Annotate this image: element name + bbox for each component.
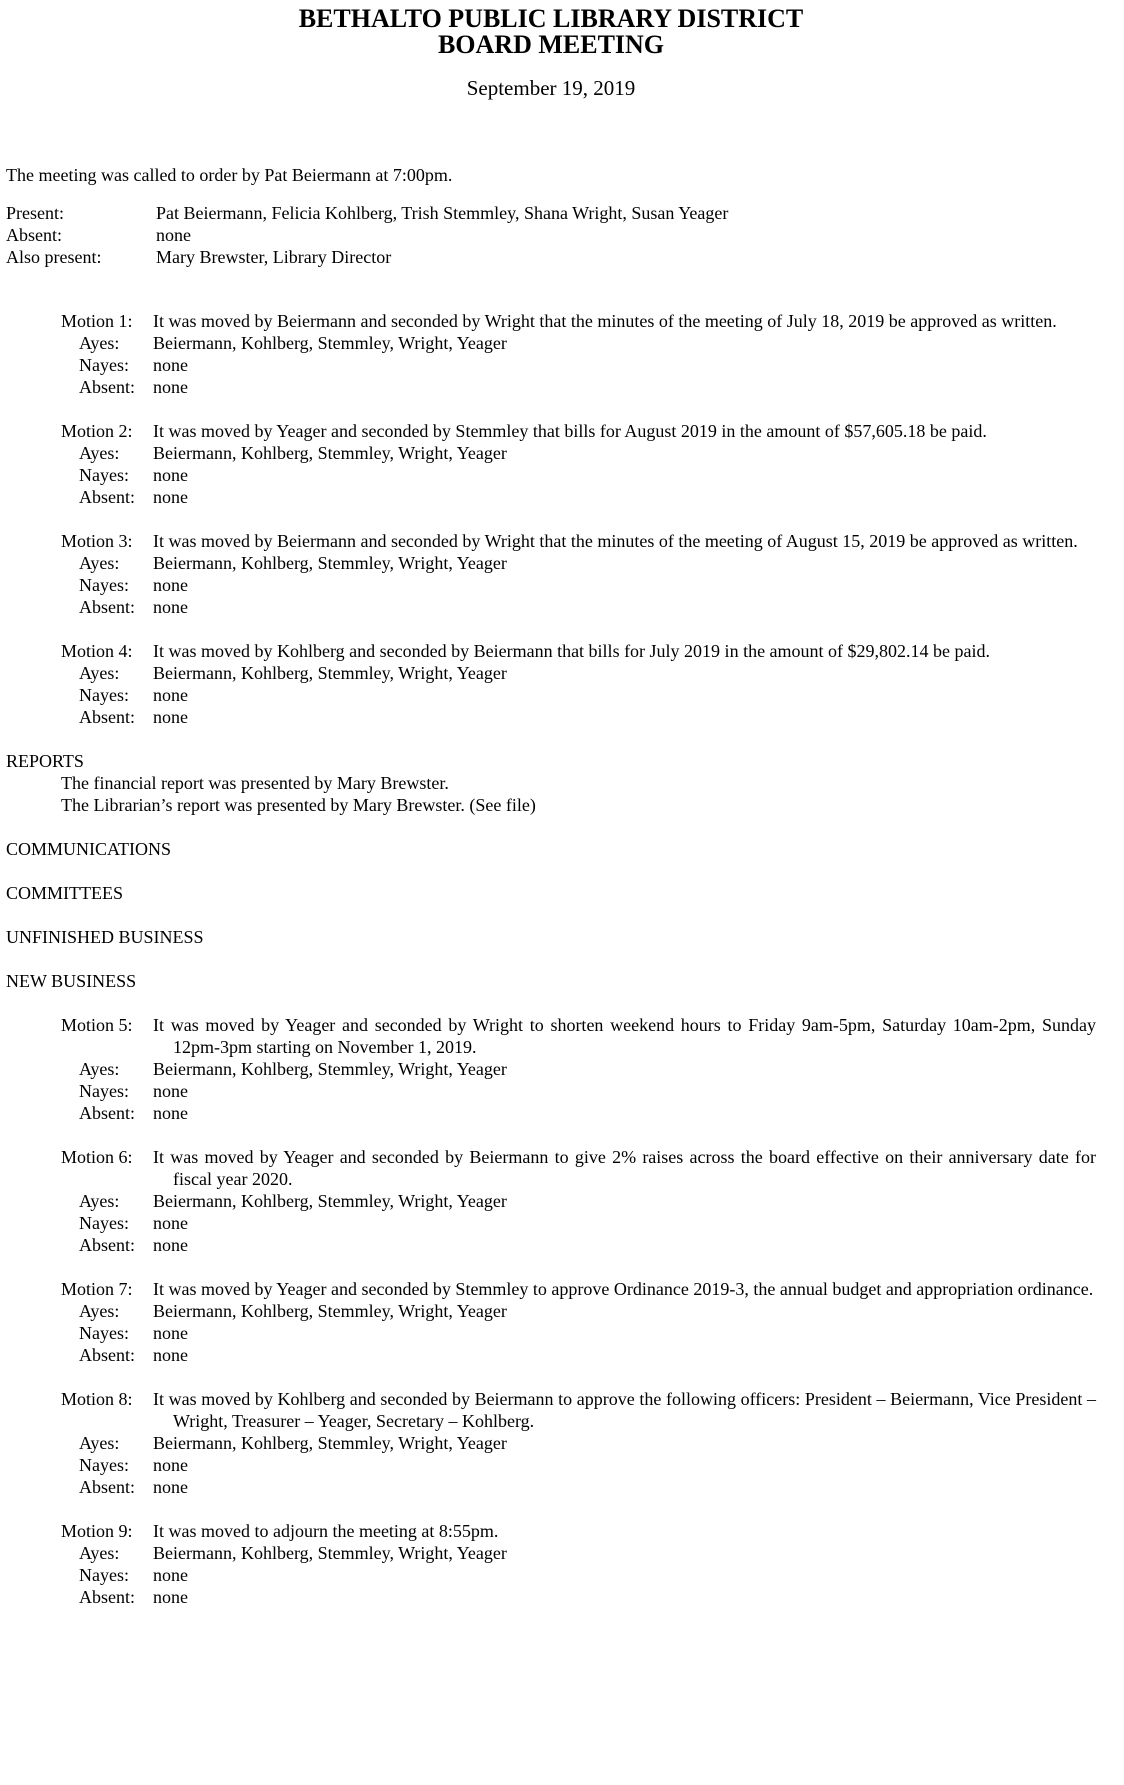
vote-label: Absent: — [79, 707, 135, 727]
motion-block — [61, 1520, 1096, 1608]
vote-absent — [61, 1586, 1096, 1608]
motion-block — [61, 1014, 1096, 1124]
vote-value: none — [153, 1345, 188, 1365]
vote-nayes — [61, 1322, 1096, 1344]
vote-label: Ayes: — [79, 1433, 120, 1453]
motion-block — [61, 310, 1096, 398]
roster-value: Pat Beiermann, Felicia Kohlberg, Trish Stemmley, Shana Wright, Susan Yeager — [156, 203, 729, 223]
vote-ayes — [61, 1300, 1096, 1322]
vote-label: Absent: — [79, 1345, 135, 1365]
motion-text: It was moved by Kohlberg and seconded by Beiermann that bills for July 2019 in the amount of $29,802.14 be paid. — [153, 641, 991, 661]
vote-nayes — [61, 1454, 1096, 1476]
motion-statement — [61, 420, 1096, 442]
document-title-line2: BOARD MEETING — [437, 30, 665, 59]
vote-ayes — [61, 1190, 1096, 1212]
vote-value: Beiermann, Kohlberg, Stemmley, Wright, Yeager — [153, 443, 507, 463]
roster-row-absent — [6, 224, 1096, 246]
vote-ayes — [61, 332, 1096, 354]
motion-statement — [61, 1520, 1096, 1542]
vote-nayes — [61, 574, 1096, 596]
motion-label: Motion 8: — [61, 1389, 133, 1409]
vote-ayes — [61, 1542, 1096, 1564]
attendance-roster — [6, 202, 1096, 268]
motion-text: It was moved by Kohlberg and seconded by Beiermann to approve the following officers: President – Beiermann, Vice President – Wright, Treasurer – Yeager, Secretary – Kohlberg. — [153, 1389, 1096, 1431]
motion-text: It was moved by Yeager and seconded by Stemmley that bills for August 2019 in the amount of $57,605.18 be paid. — [153, 421, 987, 441]
vote-value: none — [153, 355, 188, 375]
vote-value: Beiermann, Kohlberg, Stemmley, Wright, Yeager — [153, 663, 507, 683]
vote-ayes — [61, 1432, 1096, 1454]
motion-label: Motion 5: — [61, 1015, 133, 1035]
vote-value: none — [153, 1235, 188, 1255]
vote-value: none — [153, 377, 188, 397]
vote-label: Nayes: — [79, 1565, 129, 1585]
vote-nayes — [61, 464, 1096, 486]
vote-label: Nayes: — [79, 1213, 129, 1233]
document-title-line1: BETHALTO PUBLIC LIBRARY DISTRICT — [298, 4, 804, 33]
vote-nayes — [61, 684, 1096, 706]
motion-label: Motion 7: — [61, 1279, 133, 1299]
report-line: The Librarian’s report was presented by Mary Brewster. (See file) — [61, 795, 536, 815]
motion-label: Motion 2: — [61, 421, 133, 441]
vote-value: none — [153, 1587, 188, 1607]
vote-ayes — [61, 662, 1096, 684]
motion-statement — [61, 1014, 1096, 1058]
vote-absent — [61, 1476, 1096, 1498]
vote-value: Beiermann, Kohlberg, Stemmley, Wright, Yeager — [153, 1433, 507, 1453]
vote-label: Absent: — [79, 377, 135, 397]
motion-label: Motion 3: — [61, 531, 133, 551]
motion-block — [61, 1388, 1096, 1498]
motions-list-part2 — [6, 1014, 1096, 1608]
vote-label: Absent: — [79, 1477, 135, 1497]
roster-row-present — [6, 202, 1096, 224]
motion-text: It was moved by Yeager and seconded by Wright to shorten weekend hours to Friday 9am-5pm, Saturday 10am-2pm, Sunday 12pm-3pm starting on November 1, 2019. — [153, 1015, 1096, 1057]
vote-value: none — [153, 1081, 188, 1101]
vote-label: Ayes: — [79, 663, 120, 683]
vote-ayes — [61, 442, 1096, 464]
vote-value: Beiermann, Kohlberg, Stemmley, Wright, Yeager — [153, 1191, 507, 1211]
vote-value: none — [153, 575, 188, 595]
vote-value: Beiermann, Kohlberg, Stemmley, Wright, Yeager — [153, 1301, 507, 1321]
committees-heading: COMMITTEES — [6, 883, 123, 903]
vote-ayes — [61, 552, 1096, 574]
motion-statement — [61, 310, 1096, 332]
vote-value: Beiermann, Kohlberg, Stemmley, Wright, Yeager — [153, 1543, 507, 1563]
vote-label: Nayes: — [79, 575, 129, 595]
vote-label: Absent: — [79, 1587, 135, 1607]
vote-absent — [61, 706, 1096, 728]
vote-value: none — [153, 707, 188, 727]
roster-row-also-present — [6, 246, 1096, 268]
vote-label: Ayes: — [79, 443, 120, 463]
new-business-heading: NEW BUSINESS — [6, 971, 137, 991]
vote-value: Beiermann, Kohlberg, Stemmley, Wright, Yeager — [153, 553, 507, 573]
vote-absent — [61, 1234, 1096, 1256]
vote-value: Beiermann, Kohlberg, Stemmley, Wright, Yeager — [153, 1059, 507, 1079]
vote-absent — [61, 1344, 1096, 1366]
vote-value: none — [153, 1323, 188, 1343]
vote-label: Ayes: — [79, 1191, 120, 1211]
motion-text: It was moved by Beiermann and seconded by Wright that the minutes of the meeting of July 18, 2019 be approved as written. — [153, 311, 1057, 331]
vote-value: none — [153, 1455, 188, 1475]
minutes-document — [6, 6, 1096, 1630]
vote-label: Absent: — [79, 1235, 135, 1255]
vote-label: Nayes: — [79, 465, 129, 485]
vote-value: Beiermann, Kohlberg, Stemmley, Wright, Yeager — [153, 333, 507, 353]
motion-statement — [61, 1388, 1096, 1432]
roster-label: Present: — [6, 203, 64, 223]
vote-ayes — [61, 1058, 1096, 1080]
vote-absent — [61, 1102, 1096, 1124]
vote-label: Absent: — [79, 597, 135, 617]
reports-heading: REPORTS — [6, 751, 84, 771]
vote-absent — [61, 486, 1096, 508]
call-to-order: The meeting was called to order by Pat Beiermann at 7:00pm. — [6, 165, 453, 185]
motion-text: It was moved by Beiermann and seconded by Wright that the minutes of the meeting of August 15, 2019 be approved as written. — [153, 531, 1078, 551]
roster-value: Mary Brewster, Library Director — [156, 247, 392, 267]
vote-value: none — [153, 1103, 188, 1123]
motion-text: It was moved by Yeager and seconded by Stemmley to approve Ordinance 2019-3, the annual budget and appropriation ordinance. — [153, 1279, 1094, 1299]
vote-label: Ayes: — [79, 553, 120, 573]
vote-label: Nayes: — [79, 1081, 129, 1101]
vote-label: Nayes: — [79, 685, 129, 705]
motion-block — [61, 1278, 1096, 1366]
vote-value: none — [153, 685, 188, 705]
vote-nayes — [61, 354, 1096, 376]
motion-statement — [61, 530, 1096, 552]
motion-statement — [61, 1146, 1096, 1190]
vote-value: none — [153, 1213, 188, 1233]
motion-label: Motion 4: — [61, 641, 133, 661]
roster-value: none — [156, 225, 191, 245]
vote-absent — [61, 596, 1096, 618]
vote-label: Nayes: — [79, 1455, 129, 1475]
report-line: The financial report was presented by Mary Brewster. — [61, 773, 449, 793]
motion-label: Motion 6: — [61, 1147, 133, 1167]
motion-text: It was moved by Yeager and seconded by Beiermann to give 2% raises across the board effective on their anniversary date for fiscal year 2020. — [153, 1147, 1096, 1189]
vote-value: none — [153, 1565, 188, 1585]
vote-value: none — [153, 465, 188, 485]
vote-label: Absent: — [79, 487, 135, 507]
vote-value: none — [153, 597, 188, 617]
vote-value: none — [153, 487, 188, 507]
motion-text: It was moved to adjourn the meeting at 8:55pm. — [153, 1521, 499, 1541]
motion-block — [61, 1146, 1096, 1256]
unfinished-business-heading: UNFINISHED BUSINESS — [6, 927, 204, 947]
motion-block — [61, 640, 1096, 728]
vote-nayes — [61, 1080, 1096, 1102]
motion-statement — [61, 640, 1096, 662]
vote-label: Nayes: — [79, 1323, 129, 1343]
motion-label: Motion 9: — [61, 1521, 133, 1541]
motions-list-part1 — [6, 310, 1096, 728]
vote-value: none — [153, 1477, 188, 1497]
motion-block — [61, 530, 1096, 618]
roster-label: Also present: — [6, 247, 102, 267]
roster-label: Absent: — [6, 225, 62, 245]
vote-label: Ayes: — [79, 1543, 120, 1563]
vote-label: Absent: — [79, 1103, 135, 1123]
vote-label: Ayes: — [79, 333, 120, 353]
motion-label: Motion 1: — [61, 311, 133, 331]
reports-list — [61, 772, 1096, 816]
vote-label: Ayes: — [79, 1301, 120, 1321]
document-header — [6, 6, 1096, 100]
vote-nayes — [61, 1212, 1096, 1234]
vote-label: Ayes: — [79, 1059, 120, 1079]
motion-block — [61, 420, 1096, 508]
vote-label: Nayes: — [79, 355, 129, 375]
meeting-date: September 19, 2019 — [466, 76, 636, 100]
vote-nayes — [61, 1564, 1096, 1586]
communications-heading: COMMUNICATIONS — [6, 839, 172, 859]
motion-statement — [61, 1278, 1096, 1300]
vote-absent — [61, 376, 1096, 398]
